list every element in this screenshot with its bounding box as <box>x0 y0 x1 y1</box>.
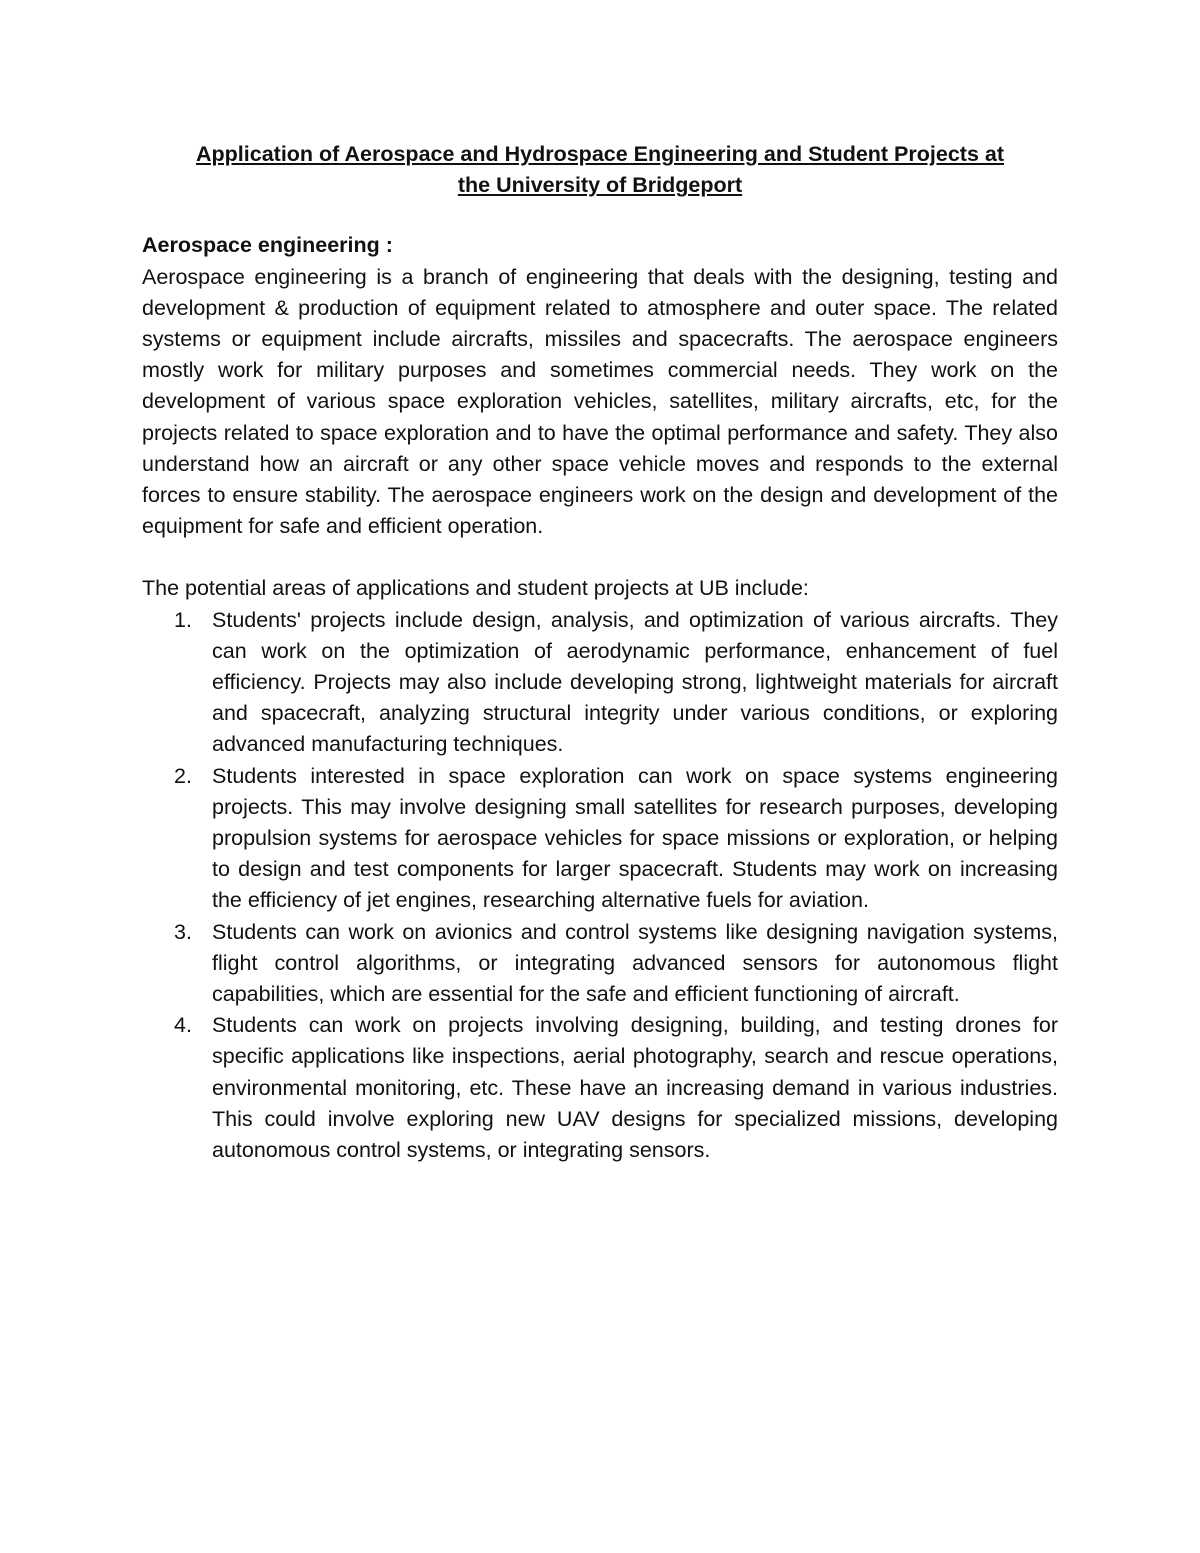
list-item <box>142 761 1058 917</box>
list-item-number: 3. <box>174 919 192 944</box>
list-item <box>142 1010 1058 1166</box>
list-item-text: Students can work on avionics and control systems like designing navigation systems, flight control algorithms, or integrating advanced sensors for autonomous flight capabilities, which are essential for the safe and efficient functioning of aircraft. <box>212 919 1058 1007</box>
section-heading: Aerospace engineering : <box>142 233 393 258</box>
list-intro: The potential areas of applications and student projects at UB include: <box>142 576 809 601</box>
list-item-number: 1. <box>174 607 192 632</box>
list-item-number: 4. <box>174 1013 192 1038</box>
list-item-text: Students' projects include design, analysis, and optimization of various aircrafts. They can work on the optimization of aerodynamic performance, enhancement of fuel efficiency. Projects may also include developing strong, lightweight materials for aircraft and spacecraft, analyzing structural integrity under various conditions, or exploring advanced manufacturing techniques. <box>212 607 1058 757</box>
list-item-text: Students can work on projects involving designing, building, and testing drones for specific applications like inspections, aerial photography, search and rescue operations, environmental monitoring, etc. These have an increasing demand in various industries. This could involve exploring new UAV designs for specialized missions, developing autonomous control systems, or integrating sensors. <box>212 1013 1058 1163</box>
projects-list <box>142 605 1058 1167</box>
list-item-text: Students interested in space exploration can work on space systems engineering projects. This may involve designing small satellites for research purposes, developing propulsion systems for aerospace vehicles for space missions or exploration, or helping to design and test components for larger spacecraft. Students may work on increasing the efficiency of jet engines, researching alternative fuels for aviation. <box>212 763 1058 913</box>
document-title <box>142 139 1058 201</box>
list-item <box>142 605 1058 761</box>
list-item <box>142 917 1058 1011</box>
title-line-1: Application of Aerospace and Hydrospace Engineering and Student Projects at <box>196 142 1004 166</box>
document-page <box>142 139 1058 1166</box>
list-item-number: 2. <box>174 763 192 788</box>
body-paragraph: Aerospace engineering is a branch of engineering that deals with the designing, testing and development & production of equipment related to atmosphere and outer space. The related systems or equipment include aircrafts, missiles and spacecrafts. The aerospace engineers mostly work for military purposes and sometimes commercial needs. They work on the development of various space exploration vehicles, satellites, military aircrafts, etc, for the projects related to space exploration and to have the optimal performance and safety. They also understand how an aircraft or any other space vehicle moves and responds to the external forces to ensure stability. The aerospace engineers work on the design and development of the equipment for safe and efficient operation. <box>142 264 1058 539</box>
title-line-2: the University of Bridgeport <box>457 173 743 198</box>
